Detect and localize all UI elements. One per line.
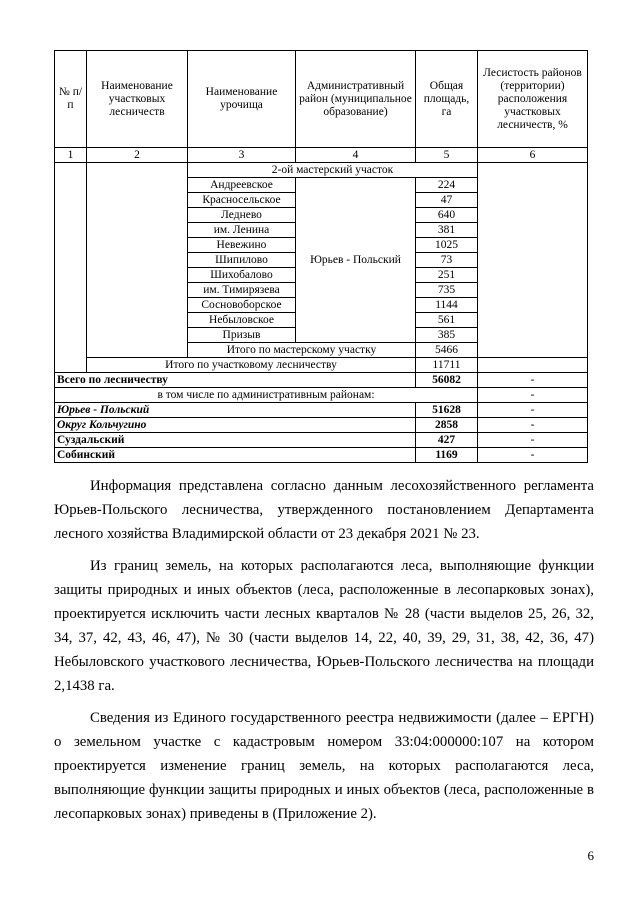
total-master-value: 5466	[416, 343, 478, 358]
empty-cell	[478, 163, 588, 358]
column-number: 3	[188, 148, 296, 163]
column-number-row	[55, 148, 588, 163]
tract-name: Андреевское	[188, 178, 296, 193]
district-value: 427	[416, 433, 478, 448]
total-all-value: 56082	[416, 373, 478, 388]
paragraph: Информация представлена согласно данным лесохозяйственного регламента Юрьев-Польского лесничества, утвержденного постановлением Департамента лесного хозяйства Владимирской области от 23 декабря 2021 № 23.	[54, 478, 594, 542]
tract-area: 1144	[416, 298, 478, 313]
district-name: Округ Кольчугино	[55, 418, 416, 433]
tract-name: Невежино	[188, 238, 296, 253]
district-row	[55, 433, 588, 448]
table-header-row	[55, 51, 588, 148]
including-label: в том числе по административным районам:	[55, 388, 478, 403]
district-pct: -	[478, 433, 588, 448]
district-row	[55, 403, 588, 418]
total-district-label: Итого по участковому лесничеству	[87, 358, 416, 373]
empty-cell	[55, 163, 87, 373]
column-number: 1	[55, 148, 87, 163]
page-number: 6	[587, 848, 594, 863]
tract-name: Небыловское	[188, 313, 296, 328]
tract-area: 47	[416, 193, 478, 208]
tract-area: 381	[416, 223, 478, 238]
column-number: 6	[478, 148, 588, 163]
body-text	[54, 474, 594, 826]
district-name: Собинский	[55, 448, 416, 463]
section-title-row	[55, 163, 588, 178]
paragraph: Сведения из Единого государственного реестра недвижимости (далее – ЕРГН) о земельном участке с кадастровым номером 33:04:000000:107 на котором проектируется изменение границ земель, на которых располагаются леса, выполняющие функции защиты природных и иных объектов (леса, расположенные в лесопарковых зонах) приведены в (Приложение 2).	[54, 710, 594, 822]
tract-name: Леднево	[188, 208, 296, 223]
tract-name: им. Ленина	[188, 223, 296, 238]
district-pct: -	[478, 448, 588, 463]
tract-area: 385	[416, 328, 478, 343]
header-cell: Общая площадь, га	[416, 51, 478, 148]
empty-cell	[87, 163, 188, 358]
header-cell: Наименование урочища	[188, 51, 296, 148]
header-cell: Наименование участковых лесничеств	[87, 51, 188, 148]
tract-area: 640	[416, 208, 478, 223]
district-row	[55, 448, 588, 463]
section-title: 2-ой мастерский участок	[188, 163, 478, 178]
tract-name: Шихобалово	[188, 268, 296, 283]
tract-name: Сосновоборское	[188, 298, 296, 313]
tract-area: 73	[416, 253, 478, 268]
tract-area: 735	[416, 283, 478, 298]
column-number: 4	[296, 148, 416, 163]
district-cell: Юрьев - Польский	[296, 178, 416, 343]
district-value: 2858	[416, 418, 478, 433]
total-district-value: 11711	[416, 358, 478, 373]
district-pct: -	[478, 418, 588, 433]
district-value: 1169	[416, 448, 478, 463]
empty-cell	[478, 358, 588, 373]
tract-area: 251	[416, 268, 478, 283]
tract-area: 224	[416, 178, 478, 193]
including-pct: -	[478, 388, 588, 403]
header-cell: Административный район (муниципальное образование)	[296, 51, 416, 148]
column-number: 2	[87, 148, 188, 163]
tract-name: Призыв	[188, 328, 296, 343]
header-cell: Лесистость районов (территории) расположения участковых лесничеств, %	[478, 51, 588, 148]
total-all-row	[55, 373, 588, 388]
column-number: 5	[416, 148, 478, 163]
district-name: Суздальский	[55, 433, 416, 448]
tract-area: 1025	[416, 238, 478, 253]
district-row	[55, 418, 588, 433]
tract-area: 561	[416, 313, 478, 328]
total-district-row	[55, 358, 588, 373]
district-name: Юрьев - Польский	[55, 403, 416, 418]
paragraph: Из границ земель, на которых располагаются леса, выполняющие функции защиты природных и иных объектов (леса, расположенные в лесопарковых зонах), проектируется исключить части лесных кварталов № 28 (части выделов 25, 26, 32, 34, 37, 42, 43, 46, 47), № 30 (части выделов 14, 22, 40, 39, 29, 31, 38, 42, 36, 47) Небыловского участкового лесничества, Юрьев-Польского лесничества на площади 2,1438 га.	[54, 558, 594, 694]
total-master-label: Итого по мастерскому участку	[188, 343, 416, 358]
district-pct: -	[478, 403, 588, 418]
forestry-table	[54, 50, 588, 463]
tract-name: Шипилово	[188, 253, 296, 268]
total-all-label: Всего по лесничеству	[55, 373, 416, 388]
tract-name: Красносельское	[188, 193, 296, 208]
total-all-pct: -	[478, 373, 588, 388]
including-row	[55, 388, 588, 403]
header-cell: № п/п	[55, 51, 87, 148]
district-value: 51628	[416, 403, 478, 418]
tract-name: им. Тимирязева	[188, 283, 296, 298]
